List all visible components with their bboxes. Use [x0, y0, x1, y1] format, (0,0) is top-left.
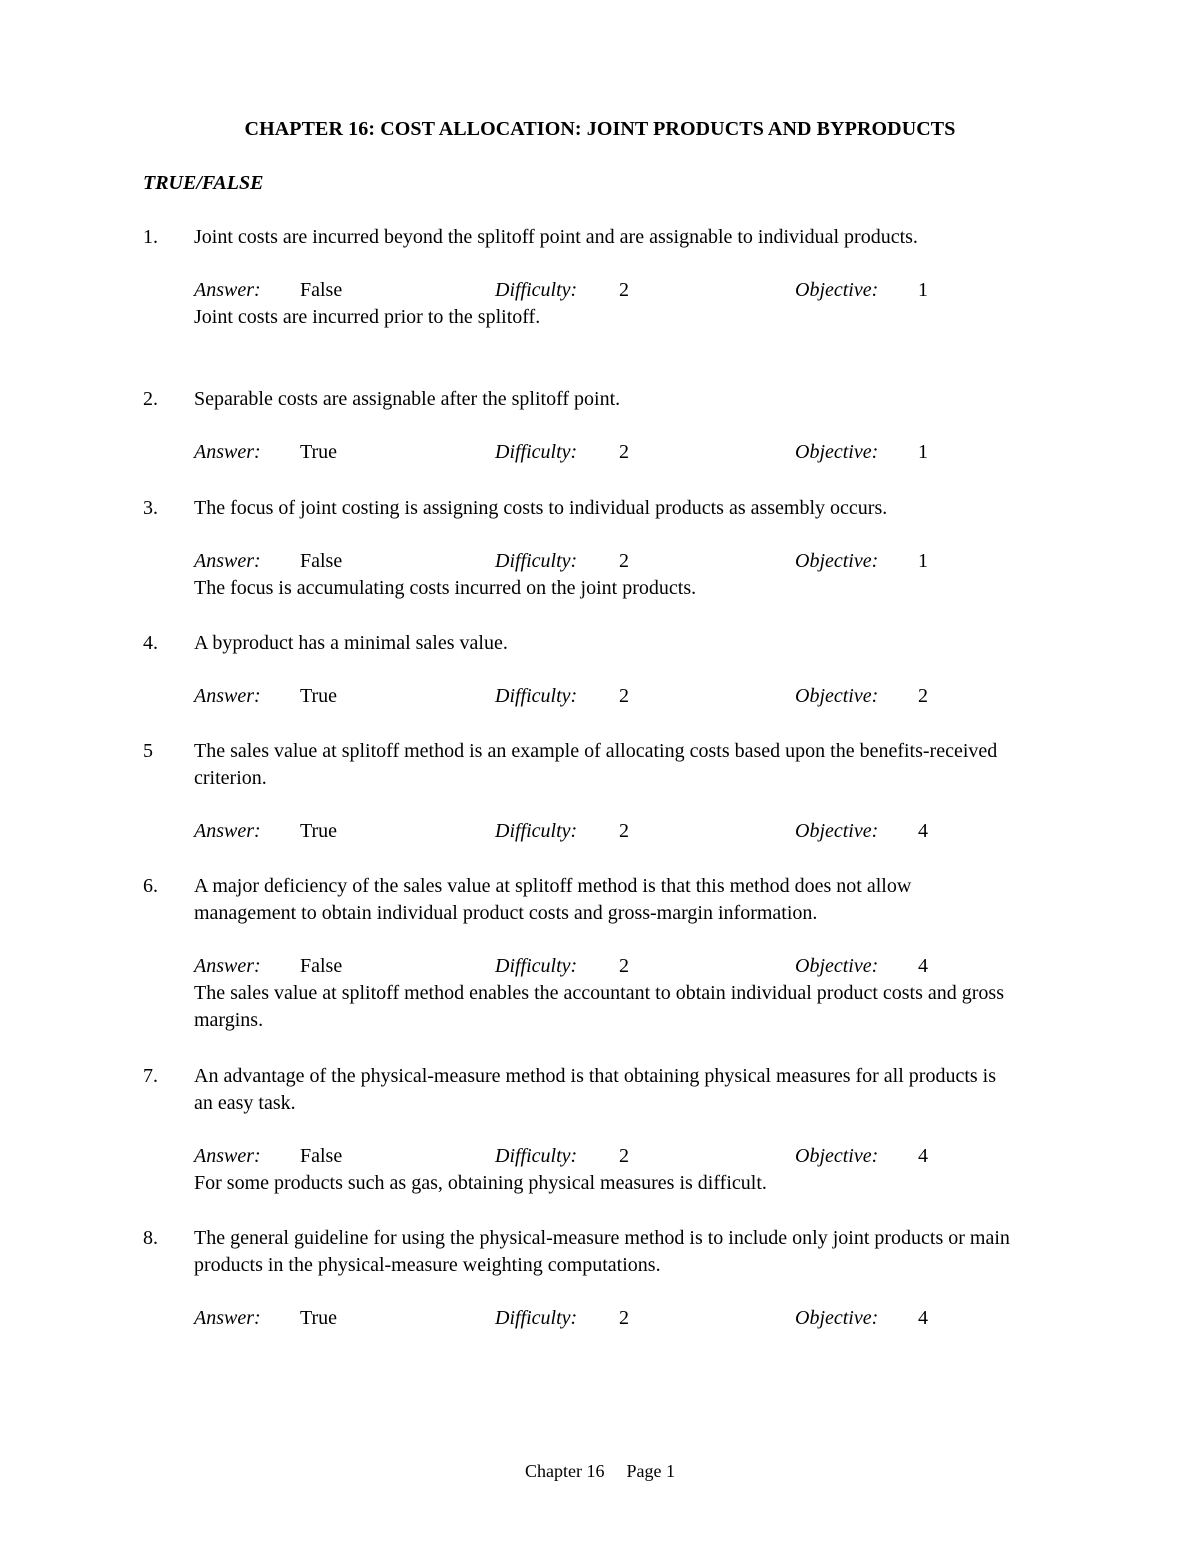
objective-label: Objective: [795, 820, 879, 842]
question-6 [143, 873, 1043, 1034]
explanation: Joint costs are incurred prior to the splitoff. [194, 306, 541, 328]
objective-value: 4 [918, 1307, 928, 1329]
objective-value: 2 [918, 685, 928, 707]
answer-line [194, 439, 1043, 466]
answer-line [194, 277, 1043, 304]
difficulty-value: 2 [619, 1145, 629, 1167]
chapter-title: CHAPTER 16: COST ALLOCATION: JOINT PRODUCTS AND BYPRODUCTS [244, 118, 956, 140]
difficulty-value: 2 [619, 550, 629, 572]
section-title: TRUE/FALSE [143, 172, 264, 194]
objective-label: Objective: [795, 550, 879, 572]
answer-line [194, 548, 1043, 575]
answer-line [194, 1305, 1043, 1332]
question-number: 8. [143, 1227, 158, 1249]
explanation: For some products such as gas, obtaining physical measures is difficult. [194, 1172, 767, 1194]
difficulty-value: 2 [619, 685, 629, 707]
answer-label: Answer: [194, 820, 261, 842]
objective-value: 4 [918, 955, 928, 977]
answer-value: True [300, 441, 338, 463]
question-3 [143, 495, 1043, 602]
answer-label: Answer: [194, 441, 261, 463]
answer-value: True [300, 820, 338, 842]
question-number: 7. [143, 1065, 158, 1087]
question-text: The focus of joint costing is assigning costs to individual products as assembly occurs. [194, 497, 888, 519]
objective-value: 4 [918, 1145, 928, 1167]
difficulty-value: 2 [619, 279, 629, 301]
question-number: 5 [143, 740, 153, 762]
question-text: A byproduct has a minimal sales value. [194, 632, 508, 654]
objective-value: 1 [918, 550, 928, 572]
question-text: The sales value at splitoff method is an example of allocating costs based upon the benefits-received criterion. [194, 740, 998, 789]
objective-value: 4 [918, 820, 928, 842]
explanation: The sales value at splitoff method enables the accountant to obtain individual product costs and gross margins. [194, 982, 1004, 1031]
question-text: A major deficiency of the sales value at splitoff method is that this method does not allow management to obtain individual product costs and gross-margin information. [194, 875, 912, 924]
explanation: The focus is accumulating costs incurred on the joint products. [194, 577, 697, 599]
objective-label: Objective: [795, 1145, 879, 1167]
difficulty-label: Difficulty: [495, 1145, 578, 1167]
answer-line [194, 683, 1043, 710]
question-number: 6. [143, 875, 158, 897]
answer-label: Answer: [194, 685, 261, 707]
question-text: An advantage of the physical-measure method is that obtaining physical measures for all products is an easy task. [194, 1065, 997, 1114]
question-text: The general guideline for using the physical-measure method is to include only joint products or main products in the physical-measure weighting computations. [194, 1227, 1010, 1276]
objective-label: Objective: [795, 441, 879, 463]
difficulty-value: 2 [619, 820, 629, 842]
objective-value: 1 [918, 279, 928, 301]
objective-label: Objective: [795, 955, 879, 977]
question-number: 2. [143, 388, 158, 410]
question-2 [143, 386, 1043, 466]
answer-value: True [300, 1307, 338, 1329]
objective-label: Objective: [795, 685, 879, 707]
answer-label: Answer: [194, 1307, 261, 1329]
answer-label: Answer: [194, 1145, 261, 1167]
answer-value: True [300, 685, 338, 707]
question-number: 3. [143, 497, 158, 519]
objective-value: 1 [918, 441, 928, 463]
answer-line [194, 953, 1043, 980]
difficulty-value: 2 [619, 1307, 629, 1329]
difficulty-label: Difficulty: [495, 441, 578, 463]
question-1 [143, 224, 1043, 331]
answer-value: False [300, 279, 343, 301]
question-8 [143, 1225, 1043, 1332]
question-7 [143, 1063, 1043, 1197]
question-text: Joint costs are incurred beyond the splitoff point and are assignable to individual products. [194, 226, 918, 248]
difficulty-label: Difficulty: [495, 685, 578, 707]
question-5 [143, 738, 1043, 845]
question-text: Separable costs are assignable after the splitoff point. [194, 388, 621, 410]
difficulty-value: 2 [619, 441, 629, 463]
answer-label: Answer: [194, 955, 261, 977]
difficulty-label: Difficulty: [495, 550, 578, 572]
answer-value: False [300, 550, 343, 572]
footer-page-number: Page 1 [626, 1461, 675, 1481]
answer-label: Answer: [194, 550, 261, 572]
difficulty-label: Difficulty: [495, 1307, 578, 1329]
page-footer [0, 1460, 1200, 1482]
difficulty-value: 2 [619, 955, 629, 977]
footer-chapter: Chapter 16 [525, 1461, 605, 1481]
difficulty-label: Difficulty: [495, 279, 578, 301]
question-number: 4. [143, 632, 158, 654]
answer-value: False [300, 1145, 343, 1167]
answer-value: False [300, 955, 343, 977]
answer-line [194, 1143, 1043, 1170]
question-number: 1. [143, 226, 158, 248]
answer-line [194, 818, 1043, 845]
difficulty-label: Difficulty: [495, 955, 578, 977]
answer-label: Answer: [194, 279, 261, 301]
question-4 [143, 630, 1043, 710]
difficulty-label: Difficulty: [495, 820, 578, 842]
objective-label: Objective: [795, 279, 879, 301]
objective-label: Objective: [795, 1307, 879, 1329]
